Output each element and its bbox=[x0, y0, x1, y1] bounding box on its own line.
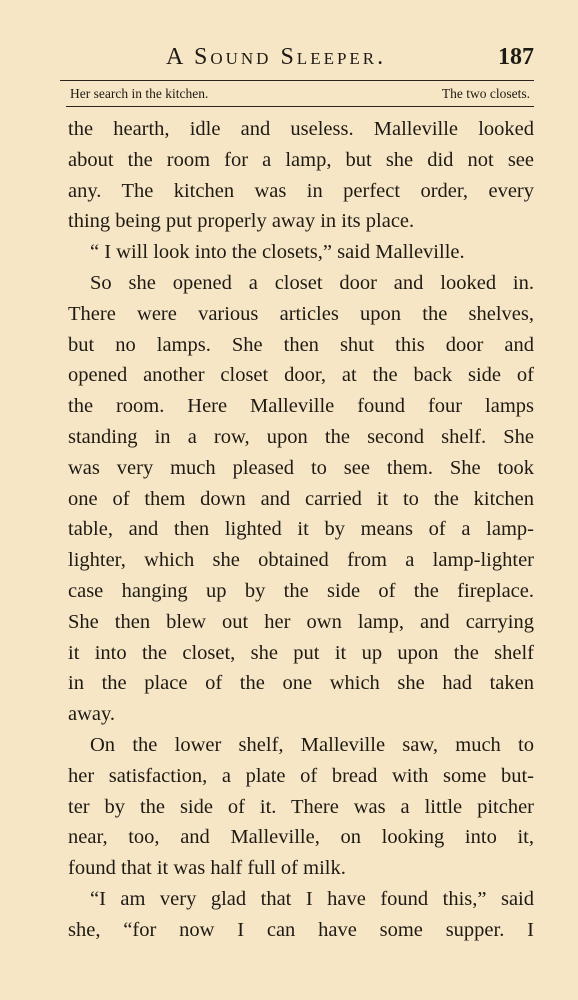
header-rule bbox=[60, 80, 534, 81]
text-line: She then blew out her own lamp, and carrying bbox=[68, 610, 534, 633]
running-title: A Sound Sleeper. bbox=[166, 44, 387, 70]
text-line: was very much pleased to see them. She took bbox=[68, 456, 534, 479]
sidenote-bar bbox=[70, 86, 530, 106]
text-line: but no lamps. She then shut this door and bbox=[68, 333, 534, 356]
text-line: standing in a row, upon the second shelf. She bbox=[68, 425, 534, 448]
text-line: in the place of the one which she had taken bbox=[68, 672, 534, 695]
text-line: away. bbox=[68, 703, 116, 726]
text-line: the room. Here Malleville found four lamps bbox=[68, 395, 534, 418]
body-text bbox=[68, 114, 534, 946]
text-line: There were various articles upon the shelves, bbox=[68, 302, 534, 325]
sidenote-left: Her search in the kitchen. bbox=[70, 86, 209, 101]
text-line: opened another closet door, at the back side of bbox=[68, 364, 534, 387]
text-line: her satisfaction, a plate of bread with some but- bbox=[68, 764, 534, 787]
text-line: she, “for now I can have some supper. I bbox=[68, 918, 534, 941]
text-line: On the lower shelf, Malleville saw, much to bbox=[90, 733, 534, 756]
text-line: thing being put properly away in its place. bbox=[68, 210, 415, 233]
text-line: the hearth, idle and useless. Malleville looked bbox=[68, 118, 534, 140]
sidenote-right: The two closets. bbox=[441, 86, 530, 101]
text-line: found that it was half full of milk. bbox=[68, 857, 346, 880]
page-number: 187 bbox=[498, 44, 534, 70]
text-line: near, too, and Malleville, on looking into it, bbox=[68, 826, 534, 849]
text-line: lighter, which she obtained from a lamp-lighter bbox=[68, 549, 534, 572]
text-line: one of them down and carried it to the kitchen bbox=[68, 487, 534, 510]
text-line: table, and then lighted it by means of a lamp- bbox=[68, 518, 534, 541]
text-line: “ I will look into the closets,” said Malleville. bbox=[90, 241, 465, 264]
text-line: ter by the side of it. There was a little pitcher bbox=[68, 795, 534, 818]
text-line: So she opened a closet door and looked in. bbox=[90, 271, 534, 294]
running-head bbox=[66, 44, 534, 78]
text-line: “I am very glad that I have found this,” said bbox=[90, 887, 534, 910]
sidenote-rule bbox=[66, 106, 534, 107]
text-line: about the room for a lamp, but she did not see bbox=[68, 148, 534, 171]
text-line: any. The kitchen was in perfect order, every bbox=[68, 179, 534, 202]
text-line: case hanging up by the side of the fireplace. bbox=[68, 579, 534, 602]
text-line: it into the closet, she put it up upon the shelf bbox=[68, 641, 534, 664]
